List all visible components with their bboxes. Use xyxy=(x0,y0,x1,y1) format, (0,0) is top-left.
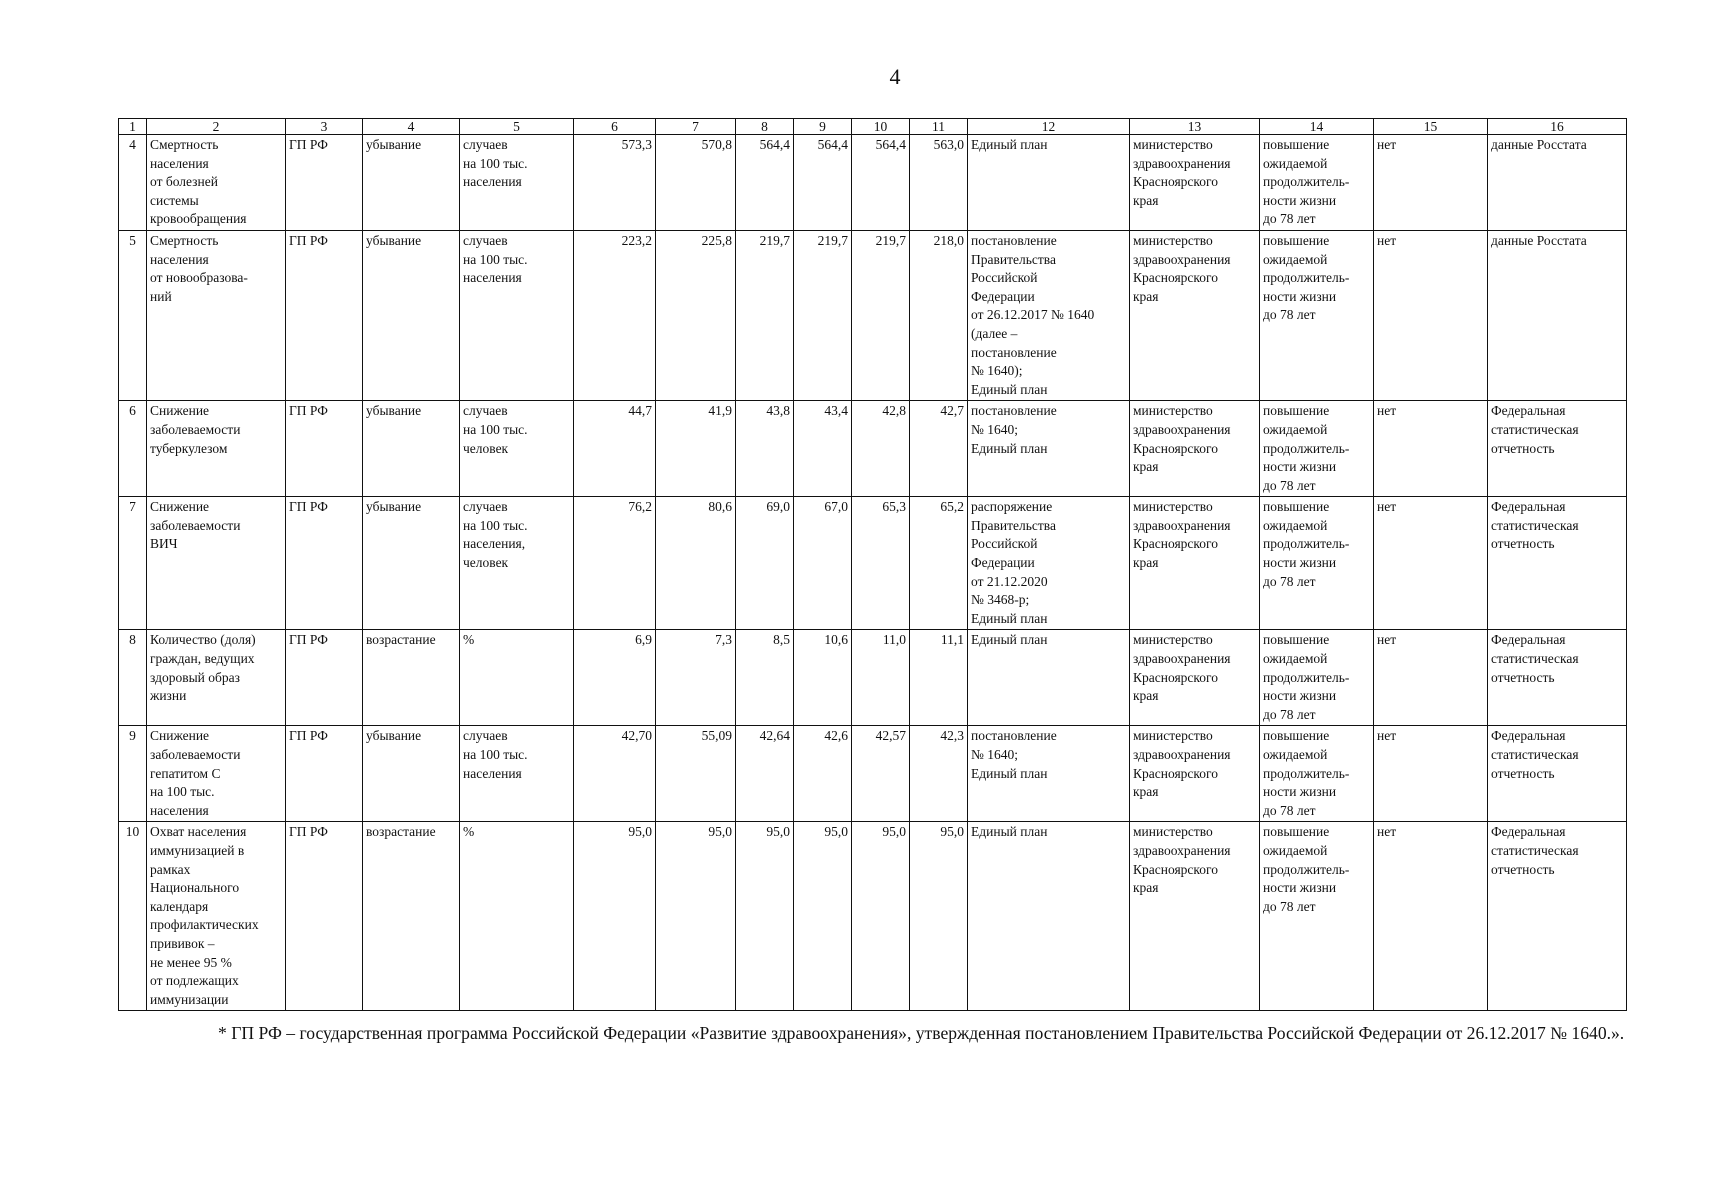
table-cell: повышение ожидаемой продолжитель- ности жизни до 78 лет xyxy=(1260,630,1374,726)
table-cell: возрастание xyxy=(363,822,460,1011)
table-cell: повышение ожидаемой продолжитель- ности жизни до 78 лет xyxy=(1260,135,1374,231)
table-cell: нет xyxy=(1374,822,1488,1011)
column-header: 12 xyxy=(968,119,1130,135)
table-cell: 570,8 xyxy=(656,135,736,231)
table-cell: нет xyxy=(1374,135,1488,231)
table-cell: 80,6 xyxy=(656,497,736,630)
table-cell: 223,2 xyxy=(574,230,656,400)
table-cell: случаев на 100 тыс. населения, человек xyxy=(460,497,574,630)
table-cell: 564,4 xyxy=(736,135,794,231)
table-cell: 563,0 xyxy=(910,135,968,231)
table-cell: постановление № 1640; Единый план xyxy=(968,726,1130,822)
table-cell: министерство здравоохранения Красноярского края xyxy=(1130,822,1260,1011)
table-row xyxy=(119,497,1627,630)
table-cell: 219,7 xyxy=(794,230,852,400)
table-cell: Снижение заболеваемости гепатитом С на 100 тыс. населения xyxy=(147,726,286,822)
column-header: 10 xyxy=(852,119,910,135)
table-cell: 42,7 xyxy=(910,401,968,497)
table-cell: министерство здравоохранения Красноярского края xyxy=(1130,630,1260,726)
table-cell: 219,7 xyxy=(852,230,910,400)
table-cell: ГП РФ xyxy=(286,497,363,630)
table-cell: нет xyxy=(1374,630,1488,726)
indicators-table xyxy=(118,118,1627,1011)
table-cell: возрастание xyxy=(363,630,460,726)
table-cell: министерство здравоохранения Красноярского края xyxy=(1130,497,1260,630)
table-cell: нет xyxy=(1374,401,1488,497)
table-cell: 95,0 xyxy=(736,822,794,1011)
table-cell: Количество (доля) граждан, ведущих здоровый образ жизни xyxy=(147,630,286,726)
table-cell: 564,4 xyxy=(794,135,852,231)
table-cell: 43,8 xyxy=(736,401,794,497)
table-cell: 44,7 xyxy=(574,401,656,497)
table-row xyxy=(119,401,1627,497)
table-cell: 65,2 xyxy=(910,497,968,630)
table-row xyxy=(119,822,1627,1011)
table-cell: 95,0 xyxy=(794,822,852,1011)
page-number: 4 xyxy=(889,64,901,89)
table-cell: 10,6 xyxy=(794,630,852,726)
table-cell: повышение ожидаемой продолжитель- ности жизни до 78 лет xyxy=(1260,401,1374,497)
table-cell: 65,3 xyxy=(852,497,910,630)
table-cell: 573,3 xyxy=(574,135,656,231)
column-header: 11 xyxy=(910,119,968,135)
column-header: 6 xyxy=(574,119,656,135)
table-cell: повышение ожидаемой продолжитель- ности жизни до 78 лет xyxy=(1260,230,1374,400)
table-cell: % xyxy=(460,630,574,726)
table-cell: убывание xyxy=(363,135,460,231)
row-number-cell: 7 xyxy=(119,497,147,630)
table-cell: 8,5 xyxy=(736,630,794,726)
table-cell: Снижение заболеваемости ВИЧ xyxy=(147,497,286,630)
table-cell: 42,57 xyxy=(852,726,910,822)
table-cell: убывание xyxy=(363,726,460,822)
column-header: 9 xyxy=(794,119,852,135)
table-cell: ГП РФ xyxy=(286,726,363,822)
table-cell: Единый план xyxy=(968,822,1130,1011)
table-cell: распоряжение Правительства Российской Федерации от 21.12.2020 № 3468-р; Единый план xyxy=(968,497,1130,630)
table-cell: случаев на 100 тыс. населения xyxy=(460,726,574,822)
column-header: 8 xyxy=(736,119,794,135)
table-cell: 6,9 xyxy=(574,630,656,726)
table-cell: Смертность населения от новообразова- ний xyxy=(147,230,286,400)
table-cell: Федеральная статистическая отчетность xyxy=(1488,726,1627,822)
row-number-cell: 6 xyxy=(119,401,147,497)
table-cell: 95,0 xyxy=(910,822,968,1011)
table-cell: 218,0 xyxy=(910,230,968,400)
table-cell: ГП РФ xyxy=(286,230,363,400)
table-cell: нет xyxy=(1374,726,1488,822)
column-header: 4 xyxy=(363,119,460,135)
table-cell: 67,0 xyxy=(794,497,852,630)
table-cell: министерство здравоохранения Красноярского края xyxy=(1130,726,1260,822)
row-number-cell: 9 xyxy=(119,726,147,822)
table-cell: ГП РФ xyxy=(286,135,363,231)
table-cell: 41,9 xyxy=(656,401,736,497)
table-cell: Федеральная статистическая отчетность xyxy=(1488,497,1627,630)
table-row xyxy=(119,135,1627,231)
table-cell: % xyxy=(460,822,574,1011)
table-cell: случаев на 100 тыс. населения xyxy=(460,230,574,400)
table-cell: данные Росстата xyxy=(1488,230,1627,400)
table-cell: 219,7 xyxy=(736,230,794,400)
column-header: 14 xyxy=(1260,119,1374,135)
table-cell: 55,09 xyxy=(656,726,736,822)
table-cell: ГП РФ xyxy=(286,401,363,497)
table-cell: 42,6 xyxy=(794,726,852,822)
table-cell: убывание xyxy=(363,230,460,400)
table-cell: Федеральная статистическая отчетность xyxy=(1488,401,1627,497)
table-row xyxy=(119,230,1627,400)
table-cell: постановление № 1640; Единый план xyxy=(968,401,1130,497)
column-header: 5 xyxy=(460,119,574,135)
table-cell: случаев на 100 тыс. населения xyxy=(460,135,574,231)
table-cell: случаев на 100 тыс. человек xyxy=(460,401,574,497)
table-cell: повышение ожидаемой продолжитель- ности жизни до 78 лет xyxy=(1260,497,1374,630)
table-row xyxy=(119,726,1627,822)
table-cell: Смертность населения от болезней системы кровообращения xyxy=(147,135,286,231)
column-header: 2 xyxy=(147,119,286,135)
table-cell: 11,1 xyxy=(910,630,968,726)
table-cell: Единый план xyxy=(968,630,1130,726)
table-cell: 11,0 xyxy=(852,630,910,726)
table-cell: нет xyxy=(1374,230,1488,400)
table-cell: 95,0 xyxy=(574,822,656,1011)
table-cell: повышение ожидаемой продолжитель- ности жизни до 78 лет xyxy=(1260,726,1374,822)
table-cell: 225,8 xyxy=(656,230,736,400)
table-cell: убывание xyxy=(363,497,460,630)
table-cell: 95,0 xyxy=(852,822,910,1011)
column-header: 15 xyxy=(1374,119,1488,135)
column-header: 7 xyxy=(656,119,736,135)
column-header: 1 xyxy=(119,119,147,135)
table-cell: Единый план xyxy=(968,135,1130,231)
row-number-cell: 5 xyxy=(119,230,147,400)
table-cell: министерство здравоохранения Красноярского края xyxy=(1130,135,1260,231)
table-cell: ГП РФ xyxy=(286,630,363,726)
table-header-row xyxy=(119,119,1627,135)
table-cell: 564,4 xyxy=(852,135,910,231)
table-cell: нет xyxy=(1374,497,1488,630)
table-cell: 76,2 xyxy=(574,497,656,630)
table-cell: Федеральная статистическая отчетность xyxy=(1488,822,1627,1011)
table-cell: данные Росстата xyxy=(1488,135,1627,231)
footnote: * ГП РФ – государственная программа Российской Федерации «Развитие здравоохранения», утвержденная постановлением Правительства Российской Федерации от 26.12.2017 № 1640.». xyxy=(218,1023,1625,1043)
table-cell: убывание xyxy=(363,401,460,497)
table-cell: 42,70 xyxy=(574,726,656,822)
table-cell: постановление Правительства Российской Федерации от 26.12.2017 № 1640 (далее – постановление № 1640); Единый план xyxy=(968,230,1130,400)
table-cell: 42,64 xyxy=(736,726,794,822)
table-cell: Охват населения иммунизацией в рамках Национального календаря профилактических прививок – не менее 95 % от подлежащих иммунизации xyxy=(147,822,286,1011)
table-cell: 95,0 xyxy=(656,822,736,1011)
table-cell: министерство здравоохранения Красноярского края xyxy=(1130,230,1260,400)
table-cell: повышение ожидаемой продолжитель- ности жизни до 78 лет xyxy=(1260,822,1374,1011)
table-cell: 43,4 xyxy=(794,401,852,497)
table-cell: ГП РФ xyxy=(286,822,363,1011)
column-header: 3 xyxy=(286,119,363,135)
row-number-cell: 8 xyxy=(119,630,147,726)
column-header: 16 xyxy=(1488,119,1627,135)
table-cell: 69,0 xyxy=(736,497,794,630)
table-cell: Федеральная статистическая отчетность xyxy=(1488,630,1627,726)
table-cell: 42,8 xyxy=(852,401,910,497)
table-cell: 42,3 xyxy=(910,726,968,822)
row-number-cell: 4 xyxy=(119,135,147,231)
row-number-cell: 10 xyxy=(119,822,147,1011)
column-header: 13 xyxy=(1130,119,1260,135)
table-cell: министерство здравоохранения Красноярского края xyxy=(1130,401,1260,497)
table-cell: Снижение заболеваемости туберкулезом xyxy=(147,401,286,497)
table-row xyxy=(119,630,1627,726)
table-cell: 7,3 xyxy=(656,630,736,726)
